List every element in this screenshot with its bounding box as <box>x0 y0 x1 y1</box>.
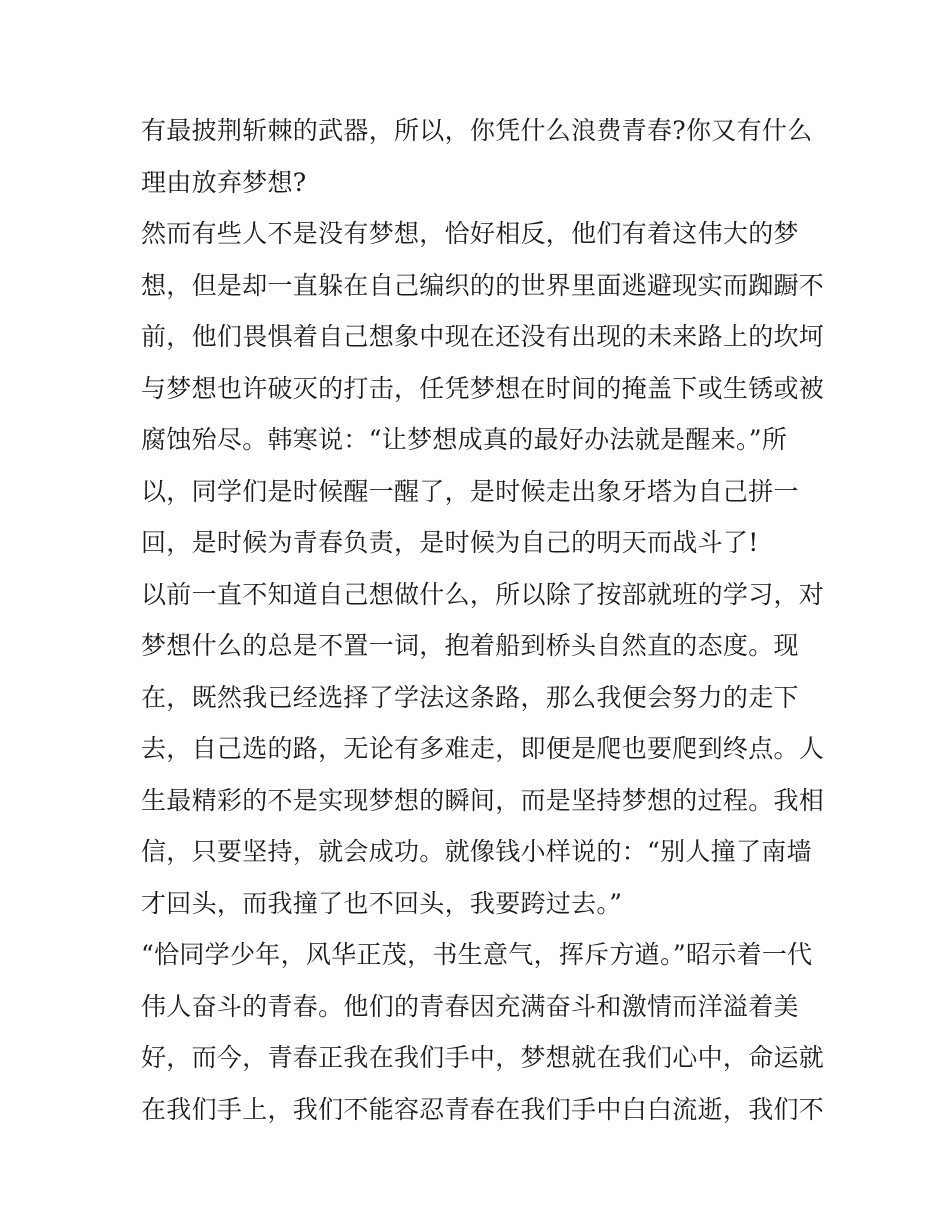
text-line: 与梦想也许破灭的打击，任凭梦想在时间的掩盖下或生锈或被 <box>141 373 825 403</box>
text-line: 信，只要坚持，就会成功。就像钱小样说的：“别人撞了南墙 <box>141 837 812 866</box>
text-line: 回，是时候为青春负责，是时候为自己的明天而战斗了! <box>141 528 759 557</box>
text-line: 以前一直不知道自己想做什么，所以除了按部就班的学习，对 <box>141 579 825 609</box>
text-line: 以，同学们是时候醒一醒了，是时候走出象牙塔为自己拼一 <box>141 476 799 506</box>
text-line: 腐蚀殆尽。韩寒说：“让梦想成真的最好办法就是醒来。”所 <box>141 425 788 454</box>
text-line: 在，既然我已经选择了学法这条路，那么我便会努力的走下 <box>141 682 799 712</box>
text-line: 想，但是却一直躲在自己编织的的世界里面逃避现实而踟蹰不 <box>141 270 825 300</box>
text-line: 生最精彩的不是实现梦想的瞬间，而是坚持梦想的过程。我相 <box>141 785 825 815</box>
text-line: 理由放弃梦想? <box>141 167 307 197</box>
text-line: 去，自己选的路，无论有多难走，即便是爬也要爬到终点。人 <box>141 734 825 763</box>
text-line: 好，而今，青春正我在我们手中，梦想就在我们心中，命运就 <box>141 1043 825 1072</box>
text-line: 伟人奋斗的青春。他们的青春因充满奋斗和激情而洋溢着美 <box>141 991 799 1021</box>
text-line: 前，他们畏惧着自己想象中现在还没有出现的未来路上的坎坷 <box>141 322 825 351</box>
text-line: 有最披荆斩棘的武器，所以，你凭什么浪费青春?你又有什么 <box>141 116 813 145</box>
text-line: “恰同学少年，风华正茂，书生意气，挥斥方遒。”昭示着一代 <box>141 940 813 969</box>
text-line: 梦想什么的总是不置一词，抱着船到桥头自然直的态度。现 <box>141 631 799 660</box>
text-line: 然而有些人不是没有梦想，恰好相反，他们有着这伟大的梦 <box>141 219 799 248</box>
body-text <box>141 105 825 1135</box>
text-line: 才回头，而我撞了也不回头，我要跨过去。” <box>141 888 623 918</box>
text-line: 在我们手上，我们不能容忍青春在我们手中白白流逝，我们不 <box>141 1094 825 1124</box>
